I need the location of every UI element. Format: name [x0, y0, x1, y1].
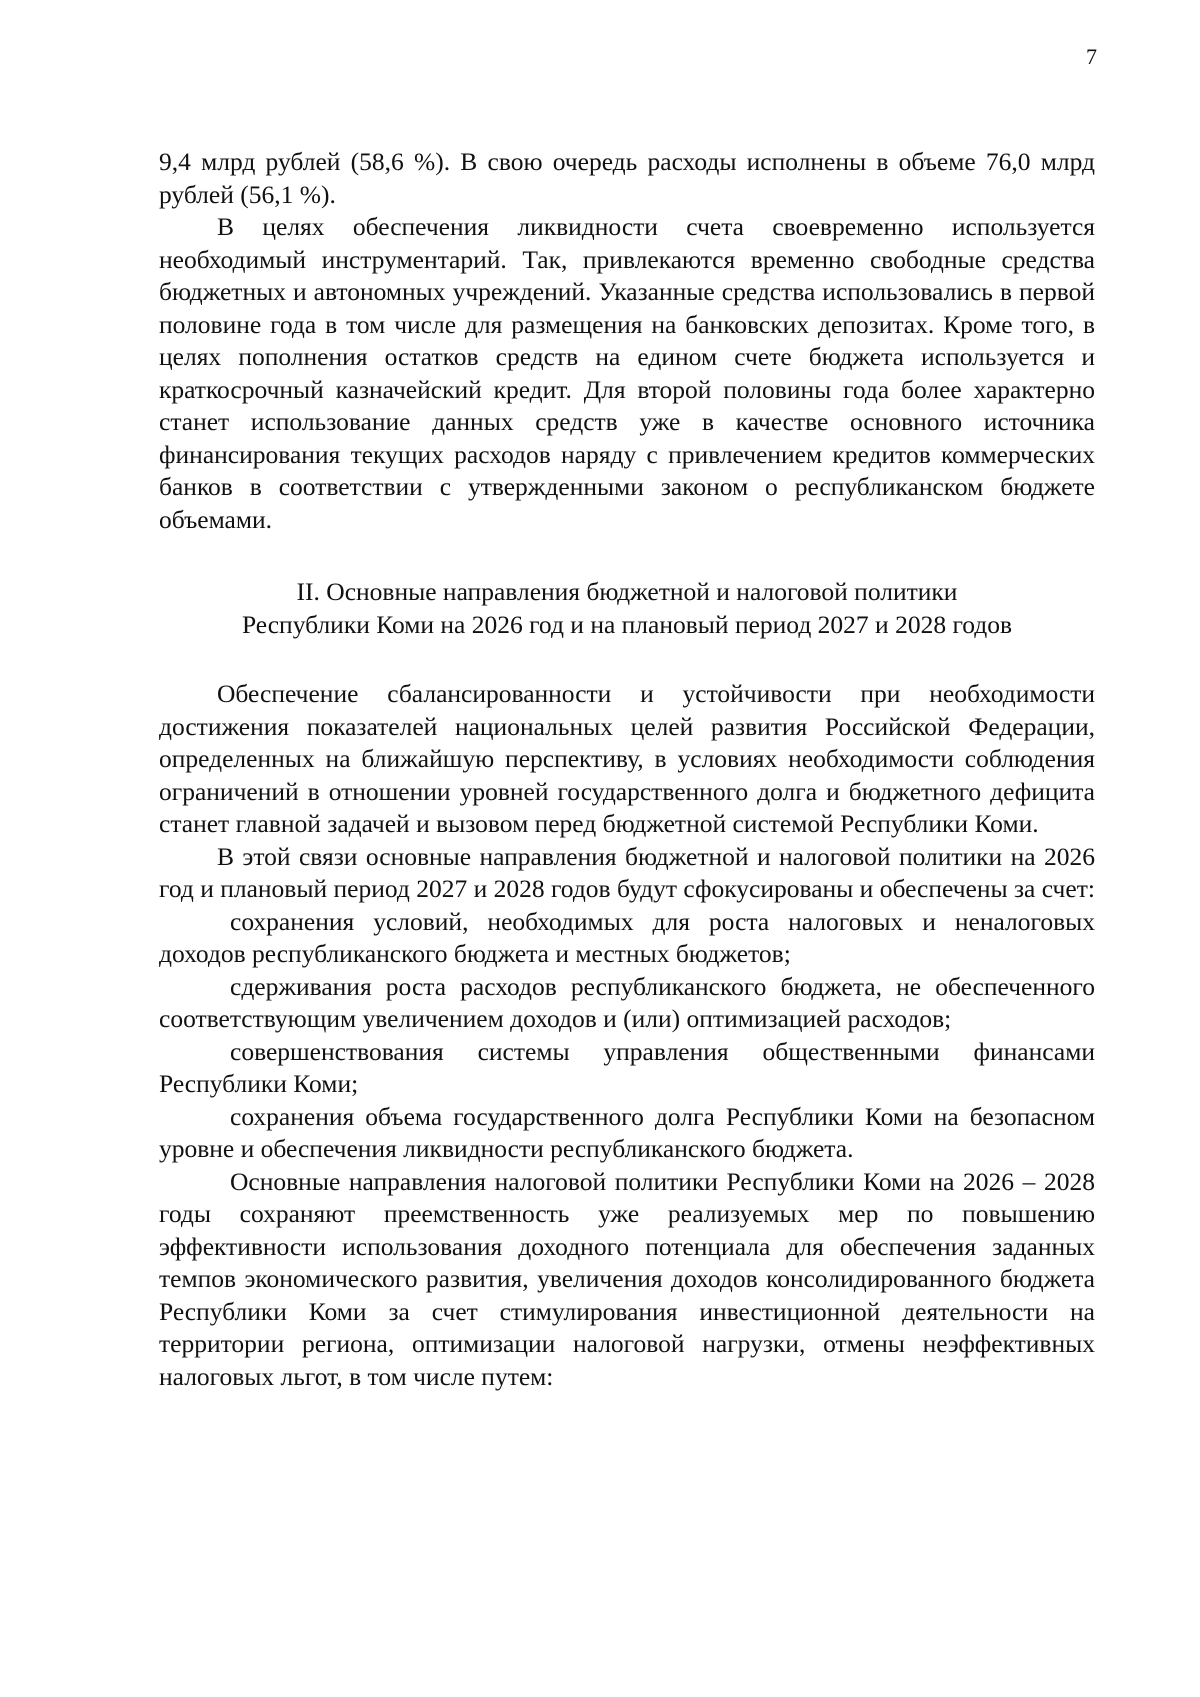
- section-heading-line-1: II. Основные направления бюджетной и налоговой политики: [296, 577, 958, 606]
- page-number: 7: [1086, 44, 1097, 69]
- list-item: сдерживания роста расходов республиканского бюджета, не обеспеченного соответствующим увеличением доходов и (или) оптимизацией расходов;: [159, 971, 1095, 1033]
- list-item: совершенствования системы управления общественными финансами Республики Коми;: [159, 1036, 1095, 1098]
- document-body: [159, 146, 1095, 1393]
- paragraph-continuation: 9,4 млрд рублей (58,6 %). В свою очередь расходы исполнены в объеме 76,0 млрд рублей (56,1 %).: [159, 147, 1095, 209]
- paragraph-liquidity: В целях обеспечения ликвидности счета своевременно используется необходимый инструментарий. Так, привлекаются временно свободные средства бюджетных и автономных учреждений. Указанные средства использовались в первой половине года в том числе для размещения на банковских депозитах. Кроме того, в целях пополнения остатков средств на едином счете бюджета используется и краткосрочный казначейский кредит. Для второй половины года более характерно станет использование данных средств уже в качестве основного источника финансирования текущих расходов наряду с привлечением кредитов коммерческих банков в соответствии с утвержденными законом о республиканском бюджете объемами.: [159, 212, 1095, 534]
- list-item: сохранения условий, необходимых для роста налоговых и неналоговых доходов республиканского бюджета и местных бюджетов;: [159, 906, 1095, 968]
- list-item: сохранения объема государственного долга Республики Коми на безопасном уровне и обеспечения ликвидности республиканского бюджета.: [159, 1101, 1095, 1163]
- section-heading: [159, 576, 1095, 641]
- paragraph-balance: Обеспечение сбалансированности и устойчивости при необходимости достижения показателей национальных целей развития Российской Федерации, определенных на ближайшую перспективу, в условиях необходимости соблюдения ограничений в отношении уровней государственного долга и бюджетного дефицита станет главной задачей и вызовом перед бюджетной системой Республики Коми.: [159, 679, 1095, 838]
- paragraph-focus: В этой связи основные направления бюджетной и налоговой политики на 2026 год и плановый период 2027 и 2028 годов будут сфокусированы и обеспечены за счет:: [159, 841, 1095, 903]
- section-heading-line-2: Республики Коми на 2026 год и на плановый период 2027 и 2028 годов: [241, 609, 1013, 639]
- paragraph-tax-policy: Основные направления налоговой политики Республики Коми на 2026 – 2028 годы сохраняют преемственность уже реализуемых мер по повышению эффективности использования доходного потенциала для обеспечения заданных темпов экономического развития, увеличения доходов консолидированного бюджета Республики Коми за счет стимулирования инвестиционной деятельности на территории региона, оптимизации налоговой нагрузки, отмены неэффективных налоговых льгот, в том числе путем:: [159, 1166, 1095, 1391]
